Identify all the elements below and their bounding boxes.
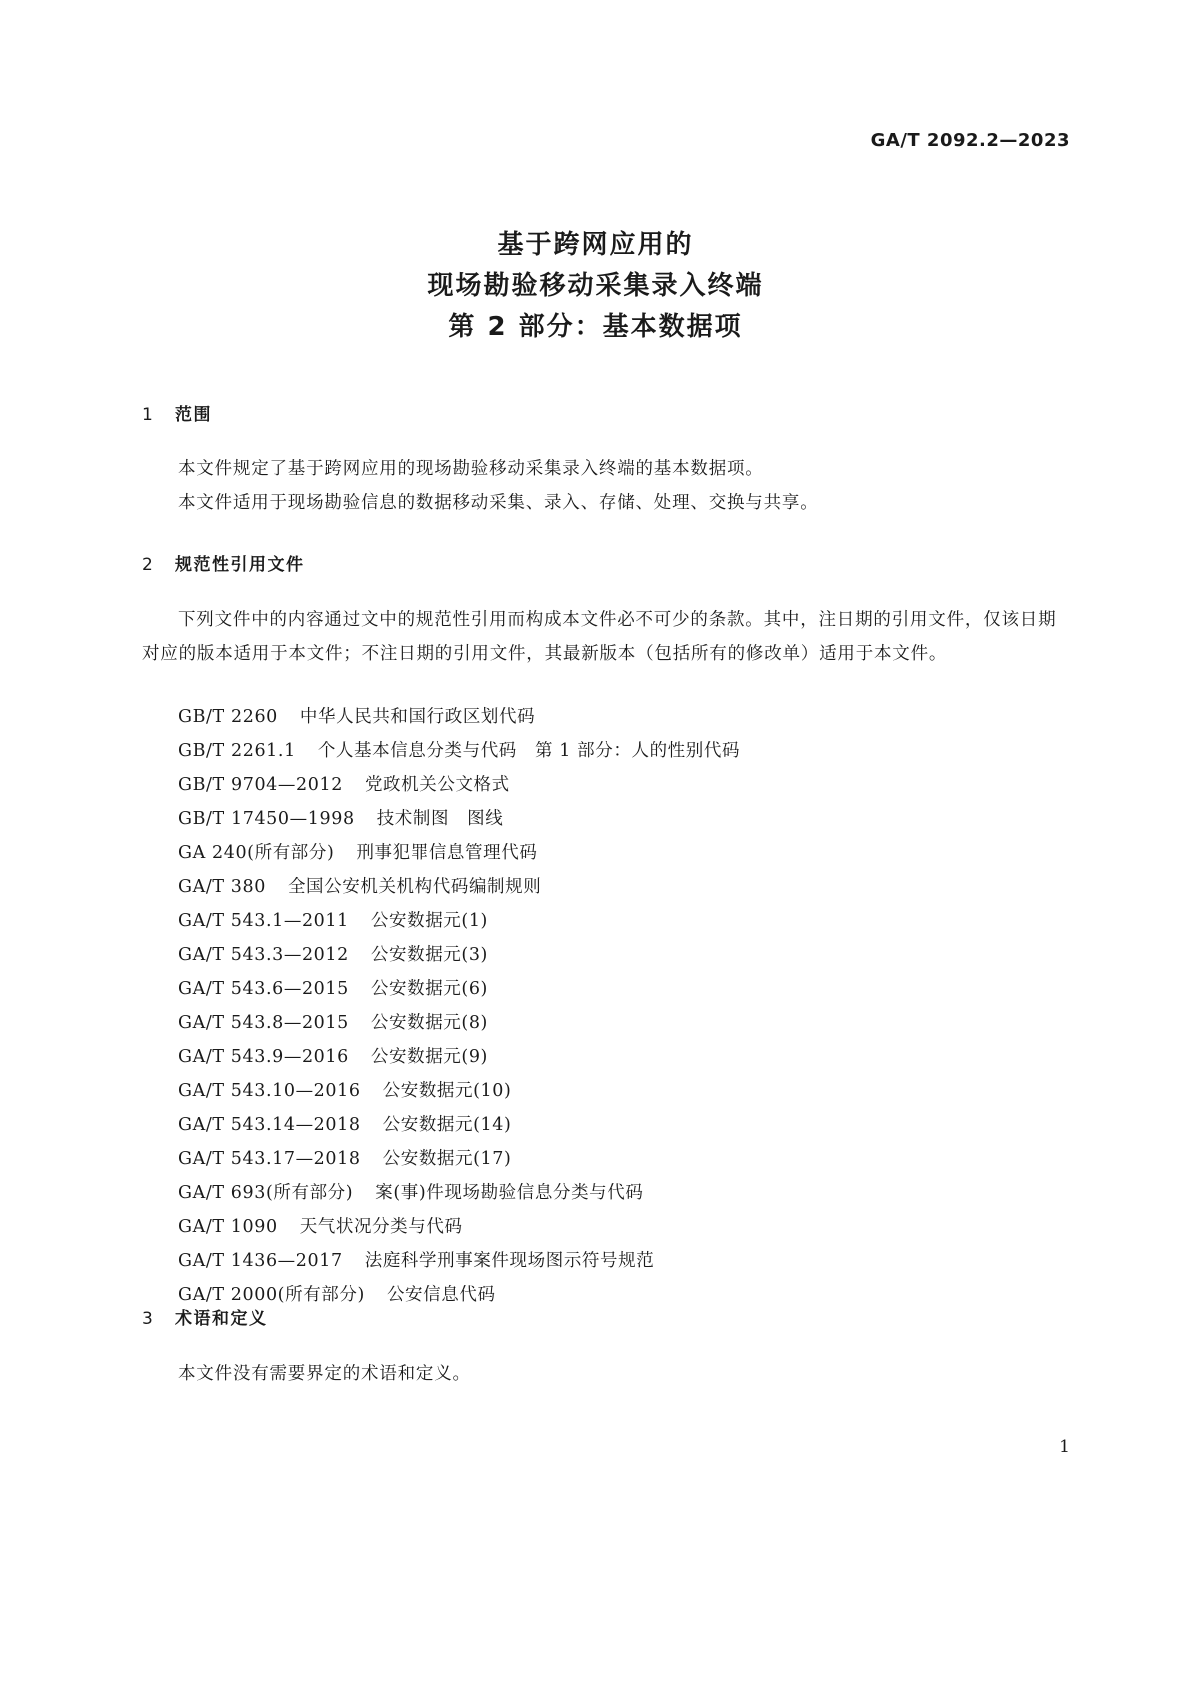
reference-code: GA/T 543.6—2015 — [178, 979, 349, 999]
reference-item — [178, 700, 740, 734]
reference-item — [178, 1142, 740, 1176]
reference-item — [178, 1176, 740, 1210]
reference-code: GA/T 543.10—2016 — [178, 1081, 361, 1101]
reference-title: 党政机关公文格式 — [364, 775, 510, 795]
section-3-number: 3 — [142, 1309, 155, 1329]
reference-title: 公安数据元(9) — [370, 1047, 488, 1067]
reference-code: GA/T 1090 — [178, 1217, 278, 1237]
section-1-heading — [142, 400, 212, 425]
reference-item — [178, 1108, 740, 1142]
section-1-paragraph-2: 本文件适用于现场勘验信息的数据移动采集、录入、存储、处理、交换与共享。 — [178, 493, 819, 513]
reference-item — [178, 734, 740, 768]
reference-item — [178, 1040, 740, 1074]
reference-title: 公安数据元(17) — [382, 1149, 512, 1169]
reference-title: 全国公安机关机构代码编制规则 — [287, 877, 542, 897]
reference-title: 技术制图 图线 — [376, 809, 504, 829]
normative-reference-list — [178, 700, 740, 1312]
reference-code: GA/T 543.8—2015 — [178, 1013, 349, 1033]
reference-title: 天气状况分类与代码 — [299, 1217, 463, 1237]
reference-title: 刑事犯罪信息管理代码 — [356, 843, 538, 863]
section-1-number: 1 — [142, 405, 155, 425]
page-number: 1 — [1059, 1437, 1070, 1457]
reference-code: GA/T 380 — [178, 877, 266, 897]
reference-code: GA/T 543.14—2018 — [178, 1115, 361, 1135]
reference-title: 公安数据元(6) — [370, 979, 488, 999]
reference-code: GA/T 693(所有部分) — [178, 1183, 354, 1203]
document-title — [0, 225, 1191, 348]
reference-title: 个人基本信息分类与代码 第 1 部分：人的性别代码 — [317, 741, 741, 761]
section-2-intro — [142, 603, 1067, 671]
section-3-title: 术语和定义 — [175, 1309, 268, 1329]
reference-code: GA 240(所有部分) — [178, 843, 335, 863]
reference-title: 公安数据元(1) — [370, 911, 488, 931]
reference-item — [178, 768, 740, 802]
section-3-heading — [142, 1304, 268, 1329]
reference-code: GB/T 9704—2012 — [178, 775, 343, 795]
reference-code: GA/T 1436—2017 — [178, 1251, 343, 1271]
reference-title: 公安数据元(8) — [370, 1013, 488, 1033]
reference-code: GB/T 17450—1998 — [178, 809, 355, 829]
reference-code: GA/T 543.9—2016 — [178, 1047, 349, 1067]
reference-item — [178, 938, 740, 972]
section-1-title: 范围 — [175, 405, 212, 425]
reference-code: GA/T 543.1—2011 — [178, 911, 349, 931]
reference-code: GB/T 2261.1 — [178, 741, 296, 761]
section-2-number: 2 — [142, 555, 155, 575]
section-3-paragraph-1: 本文件没有需要界定的术语和定义。 — [178, 1364, 471, 1384]
reference-item — [178, 802, 740, 836]
section-1-body — [142, 452, 1067, 520]
reference-item — [178, 1006, 740, 1040]
reference-title: 公安数据元(10) — [382, 1081, 512, 1101]
reference-item — [178, 1210, 740, 1244]
title-line-2: 现场勘验移动采集录入终端 — [427, 271, 764, 301]
reference-title: 法庭科学刑事案件现场图示符号规范 — [364, 1251, 655, 1271]
reference-item — [178, 870, 740, 904]
reference-title: 公安数据元(14) — [382, 1115, 512, 1135]
reference-title: 中华人民共和国行政区划代码 — [299, 707, 536, 727]
section-3-body — [142, 1357, 1067, 1391]
section-2-title: 规范性引用文件 — [175, 555, 305, 575]
standard-code: GA/T 2092.2—2023 — [870, 130, 1070, 151]
section-2-heading — [142, 550, 305, 575]
reference-code: GA/T 543.17—2018 — [178, 1149, 361, 1169]
reference-title: 公安数据元(3) — [370, 945, 488, 965]
section-1-paragraph-1: 本文件规定了基于跨网应用的现场勘验移动采集录入终端的基本数据项。 — [178, 459, 764, 479]
section-2-intro-text: 下列文件中的内容通过文中的规范性引用而构成本文件必不可少的条款。其中，注日期的引用文件，仅该日期对应的版本适用于本文件；不注日期的引用文件，其最新版本（包括所有的修改单）适用于本文件。 — [142, 610, 1057, 664]
reference-item — [178, 904, 740, 938]
title-line-1: 基于跨网应用的 — [497, 230, 694, 260]
reference-code: GA/T 2000(所有部分) — [178, 1285, 365, 1305]
reference-item — [178, 1074, 740, 1108]
reference-item — [178, 836, 740, 870]
reference-item — [178, 972, 740, 1006]
reference-title: 公安信息代码 — [386, 1285, 496, 1305]
title-line-3: 第 2 部分：基本数据项 — [448, 312, 743, 342]
reference-code: GB/T 2260 — [178, 707, 278, 727]
reference-item — [178, 1244, 740, 1278]
reference-code: GA/T 543.3—2012 — [178, 945, 349, 965]
reference-title: 案(事)件现场勘验信息分类与代码 — [375, 1183, 644, 1203]
